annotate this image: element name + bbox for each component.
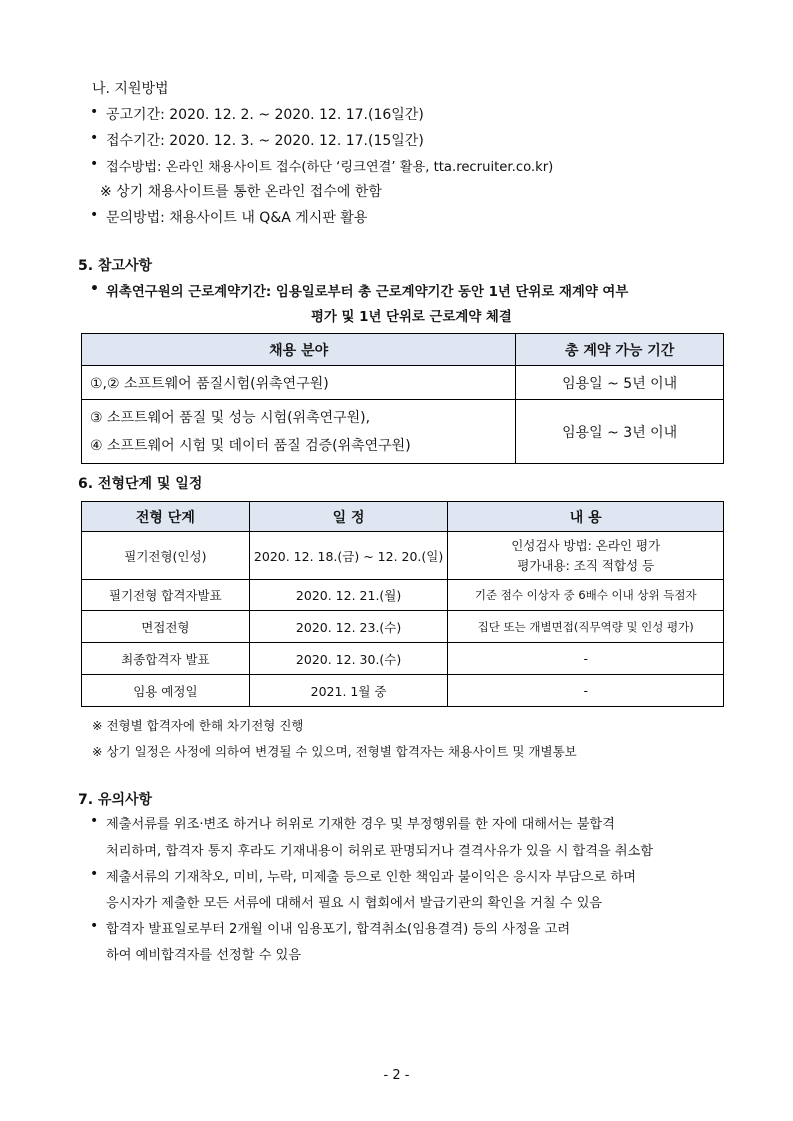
table-cell: - <box>448 675 724 707</box>
table-header: 총 계약 가능 기간 <box>516 334 724 366</box>
page-number: - 2 - <box>383 1068 410 1083</box>
table-cell-line: ③ 소프트웨어 품질 및 성능 시험(위촉연구원), <box>90 409 371 426</box>
list-item: • 합격자 발표일로부터 2개월 이내 임용포기, 합격취소(임용결격) 등의 사정을 고려 <box>106 918 570 937</box>
table-cell: 임용 예정일 <box>82 675 250 707</box>
table-header: 일 정 <box>249 502 448 532</box>
note-text: ※ 전형별 합격자에 한해 차기전형 진행 <box>92 718 304 733</box>
table-cell: 필기전형(인성) <box>82 532 250 580</box>
section5-heading: 5. 참고사항 <box>78 258 153 274</box>
table-cell-line: ④ 소프트웨어 시험 및 데이터 품질 검증(위촉연구원) <box>90 437 411 454</box>
table-cell <box>82 400 516 464</box>
table-cell: 필기전형 합격자발표 <box>82 580 250 611</box>
table-cell: 2021. 1월 중 <box>249 675 448 707</box>
table-cell: - <box>448 643 724 675</box>
table-cell: 집단 또는 개별면접(직무역량 및 인성 평가) <box>448 611 724 643</box>
section5-bullet-line1: • 위촉연구원의 근로계약기간: 임용일로부터 총 근로계약기간 동안 1년 단위로 재계약 여부 <box>106 281 628 300</box>
list-item: • 접수기간: 2020. 12. 3. ~ 2020. 12. 17.(15일간) <box>106 130 424 150</box>
list-item: • 문의방법: 채용사이트 내 Q&A 게시판 활용 <box>106 207 367 227</box>
table-cell-line: 인성검사 방법: 온라인 평가 <box>511 537 661 553</box>
note-text: ※ 상기 일정은 사정에 의하여 변경될 수 있으며, 전형별 합격자는 채용사이트 및 개별통보 <box>92 744 577 759</box>
table-header: 내 용 <box>448 502 724 532</box>
list-item: • 제출서류의 기재착오, 미비, 누락, 미제출 등으로 인한 책임과 불이익은 응시자 부담으로 하며 <box>106 866 636 885</box>
schedule-table <box>81 501 724 707</box>
table-header: 전형 단계 <box>82 502 250 532</box>
table-cell: 2020. 12. 18.(금) ~ 12. 20.(일) <box>249 532 448 580</box>
table-cell: 2020. 12. 23.(수) <box>249 611 448 643</box>
list-item-continuation: 처리하며, 합격자 통지 후라도 기재내용이 허위로 판명되거나 결격사유가 있을 시 합격을 취소함 <box>106 844 654 859</box>
table-cell: 2020. 12. 21.(월) <box>249 580 448 611</box>
list-item: • 공고기간: 2020. 12. 2. ~ 2020. 12. 17.(16일간) <box>106 104 424 124</box>
table-cell: 기준 점수 이상자 중 6배수 이내 상위 득점자 <box>448 580 724 611</box>
note-text: ※ 상기 채용사이트를 통한 온라인 접수에 한함 <box>100 184 382 200</box>
section-na-heading: 나. 지원방법 <box>92 81 169 97</box>
contract-period-table <box>81 333 724 464</box>
list-item-continuation: 응시자가 제출한 모든 서류에 대해서 필요 시 협회에서 발급기관의 확인을 거칠 수 있음 <box>106 896 603 911</box>
section7-heading: 7. 유의사항 <box>78 792 153 808</box>
section5-bullet-line2: 평가 및 1년 단위로 근로계약 체결 <box>311 310 512 325</box>
table-cell: 면접전형 <box>82 611 250 643</box>
table-cell: 임용일 ~ 5년 이내 <box>516 366 724 400</box>
list-item: • 접수방법: 온라인 채용사이트 접수(하단 ‘링크연결’ 활용, tta.recruiter.co.kr) <box>106 156 553 175</box>
list-item: • 제출서류를 위조·변조 하거나 허위로 기재한 경우 및 부정행위를 한 자에 대해서는 불합격 <box>106 813 615 832</box>
table-cell: ①,② 소프트웨어 품질시험(위촉연구원) <box>82 366 516 400</box>
table-cell-line: 평가내용: 조직 적합성 등 <box>517 557 655 573</box>
section6-heading: 6. 전형단계 및 일정 <box>78 476 203 492</box>
table-cell: 2020. 12. 30.(수) <box>249 643 448 675</box>
list-item-continuation: 하여 예비합격자를 선정할 수 있음 <box>106 948 302 963</box>
table-cell: 임용일 ~ 3년 이내 <box>516 400 724 464</box>
table-header: 채용 분야 <box>82 334 516 366</box>
table-cell <box>448 532 724 580</box>
table-cell: 최종합격자 발표 <box>82 643 250 675</box>
